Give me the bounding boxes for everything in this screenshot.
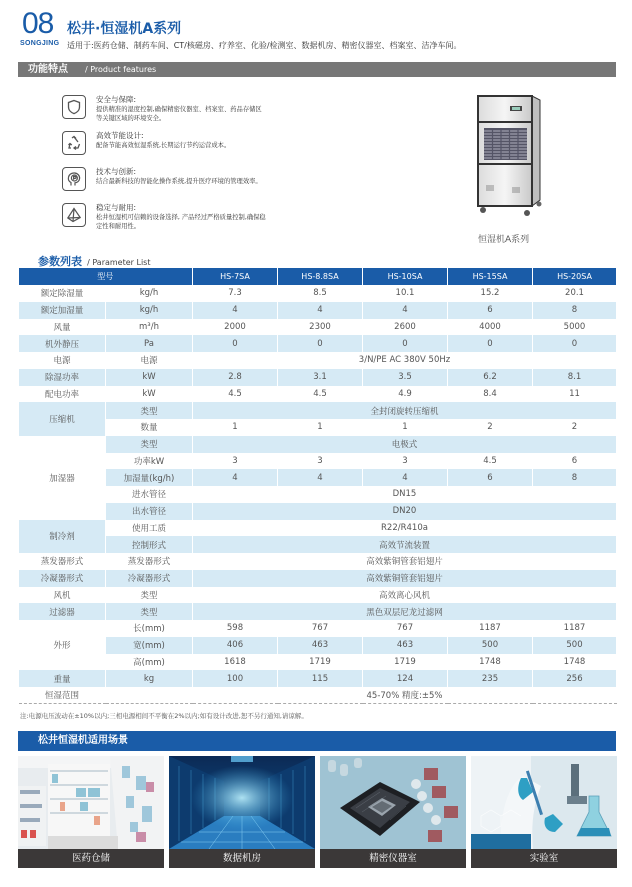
header-model: HS-8.8SA bbox=[278, 268, 363, 285]
scene-card-pharmacy bbox=[18, 756, 164, 868]
row-unit: 加湿量(kg/h) bbox=[106, 469, 193, 486]
table-row bbox=[19, 402, 617, 419]
cell: 4 bbox=[363, 302, 448, 319]
feature-title: 安全与保障: bbox=[96, 95, 137, 104]
cell: 3 bbox=[363, 453, 448, 470]
cell: 1618 bbox=[193, 654, 278, 671]
datacenter-image bbox=[169, 756, 315, 849]
cell: 2.8 bbox=[193, 369, 278, 386]
cell: 2600 bbox=[363, 319, 448, 336]
cell: 8.1 bbox=[533, 369, 617, 386]
row-unit: 电源 bbox=[106, 352, 193, 369]
scene-label: 实验室 bbox=[471, 849, 617, 868]
table-row bbox=[19, 319, 617, 336]
table-row bbox=[19, 553, 617, 570]
feature-title: 稳定与耐用: bbox=[96, 203, 137, 212]
row-name: 重量 bbox=[19, 670, 106, 687]
row-unit: 类型 bbox=[106, 402, 193, 419]
row-name: 额定加湿量 bbox=[19, 302, 106, 319]
params-title bbox=[38, 250, 150, 269]
feature-title: 高效节能设计: bbox=[96, 131, 144, 140]
cell: 4 bbox=[278, 469, 363, 486]
cell: 767 bbox=[363, 620, 448, 637]
features-section-bar bbox=[18, 62, 616, 77]
recycle-icon bbox=[62, 131, 86, 155]
cell-span: DN15 bbox=[193, 486, 617, 503]
features-title-cn: 功能特点 bbox=[28, 64, 68, 75]
header-model-label: 型号 bbox=[19, 268, 193, 285]
row-name: 除湿功率 bbox=[19, 369, 106, 386]
cell-span: R22/R410a bbox=[193, 520, 617, 537]
cell: 463 bbox=[278, 637, 363, 654]
row-unit: 宽(mm) bbox=[106, 637, 193, 654]
cell: 20.1 bbox=[533, 285, 617, 302]
feature-title: 技术与创新: bbox=[96, 167, 137, 176]
scene-label: 数据机房 bbox=[169, 849, 315, 868]
row-unit: kW bbox=[106, 369, 193, 386]
table-row bbox=[19, 603, 617, 620]
page-title: 松井·恒湿机A系列 bbox=[67, 21, 182, 37]
row-name: 电源 bbox=[19, 352, 106, 369]
product-image bbox=[474, 92, 546, 220]
row-unit: 长(mm) bbox=[106, 620, 193, 637]
table-row bbox=[19, 302, 617, 319]
cell-span: 高效紫铜管套铝翅片 bbox=[193, 553, 617, 570]
page-header bbox=[0, 0, 632, 56]
cell: 115 bbox=[278, 670, 363, 687]
cell: 0 bbox=[193, 335, 278, 352]
cell: 4 bbox=[363, 469, 448, 486]
row-unit: kg/h bbox=[106, 302, 193, 319]
feature-item bbox=[62, 167, 272, 201]
features-title-en: / Product features bbox=[85, 65, 157, 74]
feature-desc: 松井恒湿机可信赖的设备选择, 产品经过严格质量控制,确保稳定性和耐用性。 bbox=[96, 214, 266, 230]
feature-item bbox=[62, 95, 272, 129]
cell: 4.5 bbox=[193, 386, 278, 403]
cell: 3.1 bbox=[278, 369, 363, 386]
row-unit: 冷凝器形式 bbox=[106, 570, 193, 587]
group-name: 压缩机 bbox=[19, 402, 106, 436]
row-unit: 蒸发器形式 bbox=[106, 553, 193, 570]
cell: 8.4 bbox=[448, 386, 533, 403]
cell-span: 45-70% 精度:±5% bbox=[193, 687, 617, 704]
cell: 3.5 bbox=[363, 369, 448, 386]
table-row bbox=[19, 536, 617, 553]
scenes-title: 松井恒湿机适用场景 bbox=[38, 735, 128, 746]
cell: 1187 bbox=[448, 620, 533, 637]
cell: 0 bbox=[278, 335, 363, 352]
table-row bbox=[19, 687, 617, 704]
row-name: 冷凝器形式 bbox=[19, 570, 106, 587]
table-row bbox=[19, 453, 617, 470]
cell-span: DN20 bbox=[193, 503, 617, 520]
table-row bbox=[19, 335, 617, 352]
cell-span: 电极式 bbox=[193, 436, 617, 453]
params-title-cn: 参数列表 bbox=[38, 255, 82, 268]
cell: 124 bbox=[363, 670, 448, 687]
cell: 500 bbox=[448, 637, 533, 654]
table-row bbox=[19, 570, 617, 587]
scene-card-datacenter bbox=[169, 756, 315, 868]
row-unit: 功率kW bbox=[106, 453, 193, 470]
scene-card-precision bbox=[320, 756, 466, 868]
cell: 256 bbox=[533, 670, 617, 687]
cell-span: 全封闭旋转压缩机 bbox=[193, 402, 617, 419]
group-name: 加湿器 bbox=[19, 436, 106, 520]
cell: 0 bbox=[448, 335, 533, 352]
page-number: 08 bbox=[22, 7, 54, 40]
row-unit: 使用工质 bbox=[106, 520, 193, 537]
head-brain-icon bbox=[62, 167, 86, 191]
page-subtitle: 适用于:医药仓储、制药车间、CT/核磁房、疗养室、化验/检测室、数据机房、精密仪器室、档案室、洁净车间。 bbox=[67, 41, 462, 50]
row-unit: kg bbox=[106, 670, 193, 687]
cell: 100 bbox=[193, 670, 278, 687]
cell: 5000 bbox=[533, 319, 617, 336]
cell: 0 bbox=[533, 335, 617, 352]
cell: 4 bbox=[278, 302, 363, 319]
row-unit: 类型 bbox=[106, 436, 193, 453]
table-row bbox=[19, 637, 617, 654]
cell: 15.2 bbox=[448, 285, 533, 302]
cell: 1748 bbox=[448, 654, 533, 671]
cell: 598 bbox=[193, 620, 278, 637]
feature-desc: 结合最新科技的智能化操作系统,提升医疗环境的管理效率。 bbox=[96, 178, 262, 185]
cell: 500 bbox=[533, 637, 617, 654]
table-row bbox=[19, 503, 617, 520]
row-unit: 高(mm) bbox=[106, 654, 193, 671]
cell: 4.5 bbox=[448, 453, 533, 470]
group-name: 制冷剂 bbox=[19, 520, 106, 554]
feature-desc: 配备节能高效恒湿系统,长期运行节约运营成本。 bbox=[96, 142, 231, 149]
table-row bbox=[19, 285, 617, 302]
cell: 406 bbox=[193, 637, 278, 654]
table-row bbox=[19, 587, 617, 604]
row-name: 风量 bbox=[19, 319, 106, 336]
parameter-table bbox=[18, 268, 617, 704]
table-header-row bbox=[19, 268, 617, 285]
header-model: HS-7SA bbox=[193, 268, 278, 285]
pharmacy-shelves-image bbox=[18, 756, 164, 849]
cell: 6 bbox=[448, 469, 533, 486]
cell-span: 黑色双层尼龙过滤网 bbox=[193, 603, 617, 620]
cell: 1748 bbox=[533, 654, 617, 671]
header-model: HS-15SA bbox=[448, 268, 533, 285]
feature-item bbox=[62, 203, 272, 237]
cell: 2 bbox=[448, 419, 533, 436]
row-unit: 出水管径 bbox=[106, 503, 193, 520]
cell: 767 bbox=[278, 620, 363, 637]
cell: 1719 bbox=[278, 654, 363, 671]
cell: 10.1 bbox=[363, 285, 448, 302]
cell: 7.3 bbox=[193, 285, 278, 302]
group-name: 外形 bbox=[19, 620, 106, 670]
table-row bbox=[19, 520, 617, 537]
product-caption: 恒湿机A系列 bbox=[478, 235, 530, 245]
cell: 8 bbox=[533, 302, 617, 319]
scene-card-laboratory bbox=[471, 756, 617, 868]
cell: 463 bbox=[363, 637, 448, 654]
scene-label: 医药仓储 bbox=[18, 849, 164, 868]
table-row bbox=[19, 436, 617, 453]
row-name: 额定除湿量 bbox=[19, 285, 106, 302]
cell-span: 高效节流装置 bbox=[193, 536, 617, 553]
cell-span: 高效离心风机 bbox=[193, 587, 617, 604]
row-unit: 数量 bbox=[106, 419, 193, 436]
cell: 1 bbox=[193, 419, 278, 436]
row-unit: 类型 bbox=[106, 603, 193, 620]
table-row bbox=[19, 419, 617, 436]
table-row bbox=[19, 469, 617, 486]
cell: 0 bbox=[363, 335, 448, 352]
table-row bbox=[19, 670, 617, 687]
table-row bbox=[19, 386, 617, 403]
cell: 6 bbox=[448, 302, 533, 319]
cell: 2300 bbox=[278, 319, 363, 336]
cell: 8 bbox=[533, 469, 617, 486]
cell-span: 3/N/PE AC 380V 50Hz bbox=[193, 352, 617, 369]
table-row bbox=[19, 654, 617, 671]
table-row bbox=[19, 369, 617, 386]
row-name: 配电功率 bbox=[19, 386, 106, 403]
params-title-en: / Parameter List bbox=[87, 258, 151, 267]
row-name: 蒸发器形式 bbox=[19, 553, 106, 570]
table-note: 注:电源电压波动在±10%以内;三相电源相间不平衡在2%以内;如有设计改进,恕不另行通知,请谅解。 bbox=[20, 712, 308, 720]
cell: 1 bbox=[278, 419, 363, 436]
cell: 6 bbox=[533, 453, 617, 470]
row-name: 风机 bbox=[19, 587, 106, 604]
feature-item bbox=[62, 131, 272, 165]
empty-cell bbox=[106, 687, 193, 704]
row-unit: m³/h bbox=[106, 319, 193, 336]
pyramid-icon bbox=[62, 203, 86, 227]
header-model: HS-20SA bbox=[533, 268, 617, 285]
cell: 6.2 bbox=[448, 369, 533, 386]
table-row bbox=[19, 352, 617, 369]
row-unit: Pa bbox=[106, 335, 193, 352]
cell: 235 bbox=[448, 670, 533, 687]
cell: 3 bbox=[278, 453, 363, 470]
cell: 2000 bbox=[193, 319, 278, 336]
row-name: 恒湿范围 bbox=[19, 687, 106, 704]
row-unit: 控制形式 bbox=[106, 536, 193, 553]
scenes-section-bar bbox=[18, 731, 616, 751]
row-unit: 进水管径 bbox=[106, 486, 193, 503]
cell: 4.9 bbox=[363, 386, 448, 403]
cell: 1187 bbox=[533, 620, 617, 637]
table-row bbox=[19, 620, 617, 637]
cell: 11 bbox=[533, 386, 617, 403]
table-row bbox=[19, 486, 617, 503]
cell: 2 bbox=[533, 419, 617, 436]
cpu-socket-image bbox=[320, 756, 466, 849]
cell: 4 bbox=[193, 302, 278, 319]
cell: 1719 bbox=[363, 654, 448, 671]
cell: 8.5 bbox=[278, 285, 363, 302]
scene-label: 精密仪器室 bbox=[320, 849, 466, 868]
cell: 4000 bbox=[448, 319, 533, 336]
header-model: HS-10SA bbox=[363, 268, 448, 285]
feature-desc: 提供精准的湿度控制,确保精密仪器室、档案室、药品存储区等关键区域的环境安全。 bbox=[96, 106, 262, 122]
row-name: 过滤器 bbox=[19, 603, 106, 620]
laboratory-image bbox=[471, 756, 617, 849]
cell-span: 高效紫铜管套铝翅片 bbox=[193, 570, 617, 587]
row-name: 机外静压 bbox=[19, 335, 106, 352]
cell: 4 bbox=[193, 469, 278, 486]
row-unit: kW bbox=[106, 386, 193, 403]
cell: 3 bbox=[193, 453, 278, 470]
row-unit: kg/h bbox=[106, 285, 193, 302]
brand-name: SONGJING bbox=[20, 40, 60, 47]
cell: 1 bbox=[363, 419, 448, 436]
cell: 4.5 bbox=[278, 386, 363, 403]
shield-icon bbox=[62, 95, 86, 119]
row-unit: 类型 bbox=[106, 587, 193, 604]
